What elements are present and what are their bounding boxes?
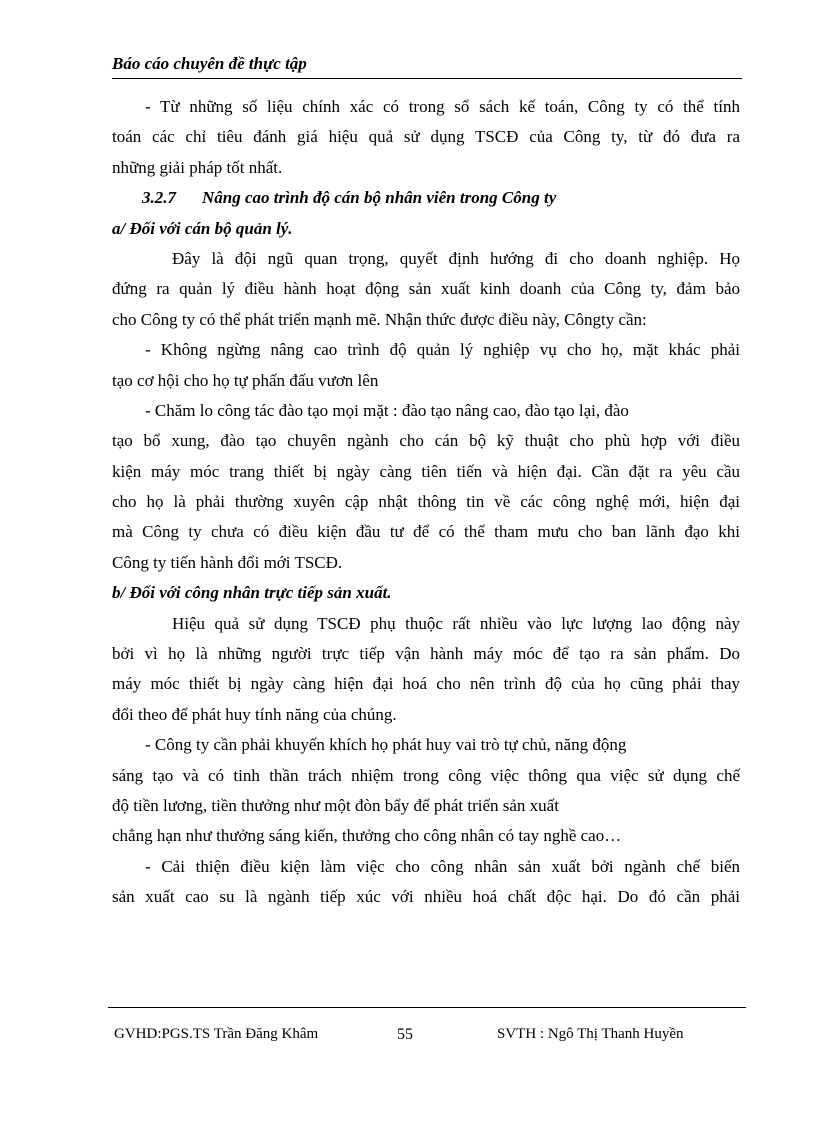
paragraph-line: Hiệu quả sử dụng TSCĐ phụ thuộc rất nhiều vào lực lượng lao động này <box>172 613 740 633</box>
paragraph-line: mà Công ty chưa có điều kiện đầu tư để có thể tham mưu cho ban lãnh đạo khi <box>112 522 740 542</box>
footer-supervisor: GVHD:PGS.TS Trần Đăng Khâm <box>114 1026 319 1042</box>
paragraph-line: đứng ra quản lý điều hành hoạt động sản xuất kinh doanh của Công ty, đảm bảo <box>112 279 740 299</box>
page-number: 55 <box>397 1026 413 1043</box>
paragraph-line: Đây là đội ngũ quan trọng, quyết định hướng đi cho doanh nghiệp. Họ <box>172 248 740 268</box>
paragraph-line: sản xuất cao su là ngành tiếp xúc với nhiều hoá chất độc hại. Do đó cần phải <box>112 887 740 907</box>
paragraph-line: máy móc thiết bị ngày càng hiện đại hoá cho nên trình độ của họ cũng phải thay <box>112 674 740 694</box>
document-body <box>112 92 740 913</box>
section-number: 3.2.7 <box>142 188 176 208</box>
header-title: Báo cáo chuyên đề thực tập <box>112 54 307 73</box>
paragraph-line: - Chăm lo công tác đào tạo mọi mặt : đào tạo nâng cao, đào tạo lại, đào <box>145 400 629 420</box>
footer-divider <box>108 1007 746 1008</box>
footer-student: SVTH : Ngô Thị Thanh Huyền <box>497 1026 684 1042</box>
paragraph-line: chẳng hạn như thưởng sáng kiến, thưởng cho công nhân có tay nghề cao… <box>112 826 622 846</box>
paragraph-line: kiện máy móc trang thiết bị ngày càng tiên tiến và hiện đại. Cần đặt ra yêu cầu <box>112 461 740 481</box>
subsection-heading: b/ Đối với công nhân trực tiếp sản xuất. <box>112 583 392 603</box>
paragraph-line: cho Công ty có thể phát triển mạnh mẽ. Nhận thức được điều này, Côngty cần: <box>112 309 647 329</box>
paragraph-line: Công ty tiến hành đổi mới TSCĐ. <box>112 552 343 572</box>
paragraph-line: - Công ty cần phải khuyến khích họ phát huy vai trò tự chủ, năng động <box>145 735 627 755</box>
section-heading <box>112 183 740 213</box>
paragraph-line: những giải pháp tốt nhất. <box>112 157 283 177</box>
paragraph-line: - Không ngừng nâng cao trình độ quản lý nghiệp vụ cho họ, mặt khác phải <box>145 340 740 360</box>
paragraph-line: độ tiền lương, tiền thưởng như một đòn bẩy để phát triển sản xuất <box>112 795 559 815</box>
paragraph-line: sáng tạo và có tinh thần trách nhiệm trong công việc thông qua việc sử dụng chế <box>112 765 740 785</box>
subsection-heading: a/ Đối với cán bộ quản lý. <box>112 218 293 238</box>
paragraph-line: tạo cơ hội cho họ tự phấn đấu vươn lên <box>112 370 379 390</box>
paragraph-line: đổi theo để phát huy tính năng của chúng. <box>112 704 397 724</box>
paragraph-line: - Từ những số liệu chính xác có trong sổ sách kế toán, Công ty có thể tính <box>145 97 740 116</box>
paragraph-line: toán các chỉ tiêu đánh giá hiệu quả sử dụng TSCĐ của Công ty, từ đó đưa ra <box>112 127 740 147</box>
section-title: Nâng cao trình độ cán bộ nhân viên trong Công ty <box>202 188 557 208</box>
paragraph-line: - Cải thiện điều kiện làm việc cho công nhân sản xuất bởi ngành chế biến <box>145 856 740 876</box>
paragraph-line: bởi vì họ là những người trực tiếp vận hành máy móc để tạo ra sản phẩm. Do <box>112 644 740 664</box>
paragraph-line: tạo bổ xung, đào tạo chuyên ngành cho cán bộ kỹ thuật cho phù hợp với điều <box>112 431 740 451</box>
header-divider <box>112 78 742 79</box>
paragraph-line: cho họ là phải thường xuyên cập nhật thông tin về các công nghệ mới, hiện đại <box>112 492 740 512</box>
